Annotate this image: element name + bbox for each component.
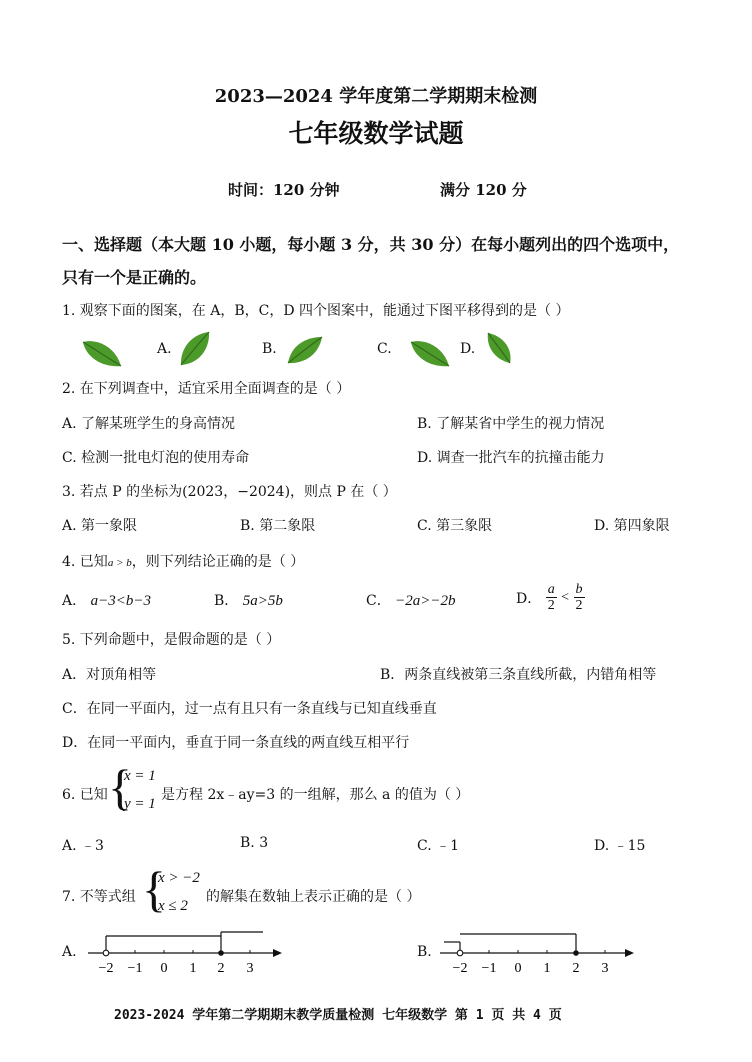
tick-label: 0 xyxy=(514,961,522,976)
question-4-condition: a > b xyxy=(107,557,132,569)
question-5-option-a: A．对顶角相等 xyxy=(62,667,157,683)
number-line-option-b xyxy=(440,926,640,976)
tick-label: −1 xyxy=(481,961,497,976)
number-line-option-a xyxy=(88,926,288,976)
question-4-option-b xyxy=(214,590,283,610)
equation-system-brace: { xyxy=(108,759,132,815)
question-6-suffix: 是方程 2x﹣ay=3 的一组解，那么 a 的值为（ ） xyxy=(161,787,470,803)
leaf-original-icon xyxy=(80,336,124,370)
question-1-label-a: A. xyxy=(157,341,172,357)
leaf-option-a-icon xyxy=(178,330,212,368)
tick-label: 0 xyxy=(160,961,168,976)
inequality-system-brace: { xyxy=(142,861,166,917)
question-6-option-b: B. 3 xyxy=(240,835,269,851)
question-2-option-a: A. 了解某班学生的身高情况 xyxy=(62,416,236,432)
question-6-option-c: C. ﹣1 xyxy=(417,838,460,854)
tick-label: 3 xyxy=(246,961,254,976)
question-7-inequality-2: x ≤ 2 xyxy=(158,898,188,914)
question-7-inequality-1: x > −2 xyxy=(158,870,200,886)
option-label: C． xyxy=(366,593,391,609)
tick-label: 1 xyxy=(543,961,551,976)
fraction-denominator: 2 xyxy=(575,598,583,614)
question-1-label-b: B. xyxy=(262,341,277,357)
tick-label: −1 xyxy=(127,961,143,976)
exam-title: 2023—2024 学年度第二学期期末检测 xyxy=(214,86,538,107)
option-expr: a−3<b−3 xyxy=(90,593,151,609)
option-expr: 5a>5b xyxy=(242,593,283,609)
tick-label: −2 xyxy=(98,961,114,976)
question-1-stem: 1. 观察下面的图案，在 A，B，C，D 四个图案中，能通过下图平移得到的是（ ） xyxy=(62,303,570,319)
exam-time: 时间：120 分钟 xyxy=(228,181,340,199)
fraction-denominator: 2 xyxy=(547,598,555,614)
option-label: D． xyxy=(516,590,542,607)
question-2-stem: 2. 在下列调查中，适宜采用全面调查的是（ ） xyxy=(62,381,351,397)
leaf-option-c-icon xyxy=(408,336,452,370)
question-7-label-b: B. xyxy=(417,944,432,960)
fraction-numerator: a xyxy=(547,582,555,597)
question-4-suffix: ，则下列结论正确的是（ ） xyxy=(131,554,305,570)
question-6-option-a: A. ﹣3 xyxy=(62,838,104,854)
exam-subtitle: 七年级数学试题 xyxy=(288,119,464,148)
question-5-stem: 5. 下列命题中，是假命题的是（ ） xyxy=(62,632,281,648)
tick-label: −2 xyxy=(452,961,468,976)
fraction-numerator: b xyxy=(575,582,583,597)
question-3-option-b: B. 第二象限 xyxy=(240,518,316,534)
less-than-sign: < xyxy=(561,589,570,605)
leaf-option-d-icon xyxy=(484,330,514,366)
exam-score: 满分 120 分 xyxy=(440,181,527,199)
fraction-a-over-2 xyxy=(546,582,557,614)
question-4-stem xyxy=(62,551,304,571)
question-3-option-c: C. 第三象限 xyxy=(417,518,493,534)
tick-label: 1 xyxy=(189,961,197,976)
question-5-option-d: D．在同一平面内，垂直于同一条直线的两直线互相平行 xyxy=(62,735,410,751)
question-2-option-c: C. 检测一批电灯泡的使用寿命 xyxy=(62,450,250,466)
question-5-option-c: C．在同一平面内，过一点有且只有一条直线与已知直线垂直 xyxy=(62,701,437,717)
fraction-b-over-2 xyxy=(574,582,585,614)
section-heading-line2: 只有一个是正确的。 xyxy=(62,268,207,287)
leaf-option-b-icon xyxy=(285,334,325,366)
question-6-prefix: 6. 已知 xyxy=(62,787,108,803)
option-label: B． xyxy=(214,593,239,609)
question-7-label-a: A. xyxy=(62,944,77,960)
tick-label: 3 xyxy=(601,961,609,976)
section-heading-line1: 一、选择题（本大题 10 小题，每小题 3 分，共 30 分）在每小题列出的四个选项中， xyxy=(62,235,680,254)
question-6-equation-1: x = 1 xyxy=(124,768,156,784)
question-5-option-b: B．两条直线被第三条直线所截，内错角相等 xyxy=(380,667,657,683)
tick-label: 2 xyxy=(217,961,225,976)
question-3-option-d: D. 第四象限 xyxy=(594,518,670,534)
option-expr: −2a>−2b xyxy=(395,593,456,609)
question-7-suffix: 的解集在数轴上表示正确的是（ ） xyxy=(206,889,421,905)
question-4-option-a xyxy=(62,590,151,610)
question-4-prefix: 4. 已知 xyxy=(62,554,108,570)
question-4-option-c xyxy=(366,590,456,610)
question-1-label-d: D. xyxy=(460,341,476,357)
question-2-option-b: B. 了解某省中学生的视力情况 xyxy=(417,416,605,432)
question-4-option-d xyxy=(516,582,585,614)
question-3-stem: 3. 若点 P 的坐标为(2023，−2024)，则点 P 在（ ） xyxy=(62,484,397,500)
tick-label: 2 xyxy=(572,961,580,976)
question-2-option-d: D. 调查一批汽车的抗撞击能力 xyxy=(417,450,605,466)
question-6-equation-2: y = 1 xyxy=(124,796,156,812)
page-footer: 2023-2024 学年第二学期期末教学质量检测 七年级数学 第 1 页 共 4 页 xyxy=(114,1008,562,1023)
question-3-option-a: A. 第一象限 xyxy=(62,518,138,534)
question-1-label-c: C. xyxy=(377,341,392,357)
question-7-prefix: 7. 不等式组 xyxy=(62,889,136,905)
option-label: A． xyxy=(62,593,87,609)
question-6-option-d: D. ﹣15 xyxy=(594,838,646,854)
